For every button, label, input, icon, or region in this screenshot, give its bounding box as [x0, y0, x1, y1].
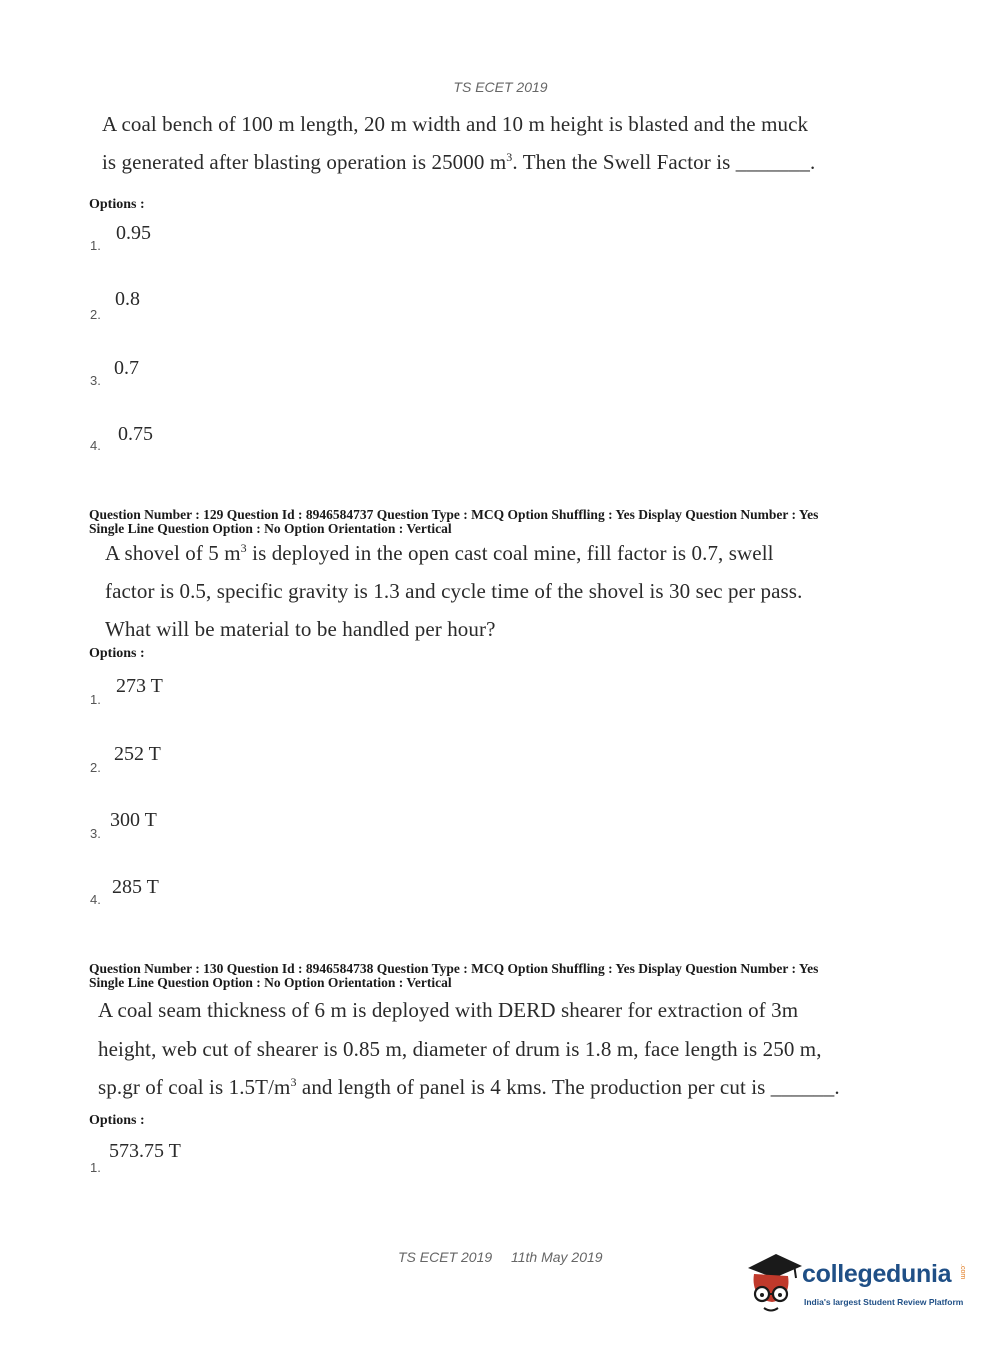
- question-130-meta-line-2: Single Line Question Option : No Option Orientation : Vertical: [89, 975, 452, 990]
- logo-wordmark: collegedunia: [802, 1260, 952, 1288]
- question-130-line-1: A coal seam thickness of 6 m is deployed with DERD shearer for extraction of 3m: [98, 998, 799, 1022]
- question-129-line-1: A shovel of 5 $m^3$ is deployed in the open cast coal mine, fill factor is 0.7, swell: [105, 541, 774, 565]
- question-129-meta-line-1: Question Number : 129 Question Id : 8946584737 Question Type : MCQ Option Shuffling : Yes Display Question Number : Yes: [89, 507, 819, 522]
- option-value-128-1: 0.95: [116, 222, 151, 244]
- option-number: 3.: [90, 373, 101, 388]
- option-number: 4.: [90, 892, 101, 907]
- question-129-meta-line-2: Single Line Question Option : No Option Orientation : Vertical: [89, 521, 452, 536]
- option-value-129-4: 285 T: [112, 876, 159, 898]
- page-header-title: TS ECET 2019: [453, 79, 548, 95]
- option-value-129-3: 300 T: [110, 809, 157, 831]
- option-value-129-1: 273 T: [116, 675, 163, 697]
- option-number: 1.: [90, 692, 101, 707]
- logo-tagline: India's largest Student Review Platform: [804, 1297, 964, 1307]
- question-129-line-2: factor is 0.5, specific gravity is 1.3 and cycle time of the shovel is 30 sec per pass.: [105, 579, 803, 603]
- question-128-line-1: A coal bench of 100 m length, 20 m width and 10 m height is blasted and the muck: [102, 112, 809, 136]
- question-130-line-3: sp.gr of coal is $1.5T/m^3$ and length of panel is 4 kms. The production per cut is ______.: [98, 1075, 840, 1099]
- question-129-line-3: What will be material to be handled per hour?: [105, 617, 496, 641]
- option-value-128-4: 0.75: [118, 423, 153, 445]
- option-number: 4.: [90, 438, 101, 453]
- question-130-line-2: height, web cut of shearer is 0.85 m, diameter of drum is 1.8 m, face length is 250 m,: [98, 1037, 822, 1061]
- question-128-line-2: is generated after blasting operation is 25000 $m^3$. Then the Swell Factor is _______.: [102, 150, 816, 174]
- mascot-icon: [742, 1250, 804, 1318]
- logo-domain: .com: [959, 1264, 966, 1280]
- option-number: 1.: [90, 1160, 101, 1175]
- option-value-130-1: 573.75 T: [109, 1140, 181, 1162]
- options-label-129: Options :: [89, 646, 145, 661]
- options-label-130: Options :: [89, 1113, 145, 1128]
- option-number: 1.: [90, 238, 101, 253]
- option-number: 2.: [90, 307, 101, 322]
- option-value-128-3: 0.7: [114, 357, 139, 379]
- options-label-128: Options :: [89, 197, 145, 212]
- footer-exam-title: TS ECET 2019: [398, 1249, 493, 1265]
- question-130-meta-line-1: Question Number : 130 Question Id : 8946584738 Question Type : MCQ Option Shuffling : Yes Display Question Number : Yes: [89, 961, 819, 976]
- option-value-128-2: 0.8: [115, 288, 140, 310]
- option-number: 2.: [90, 760, 101, 775]
- footer-exam-date: 11th May 2019: [511, 1249, 603, 1265]
- option-number: 3.: [90, 826, 101, 841]
- option-value-129-2: 252 T: [114, 743, 161, 765]
- collegedunia-logo: [742, 1250, 972, 1318]
